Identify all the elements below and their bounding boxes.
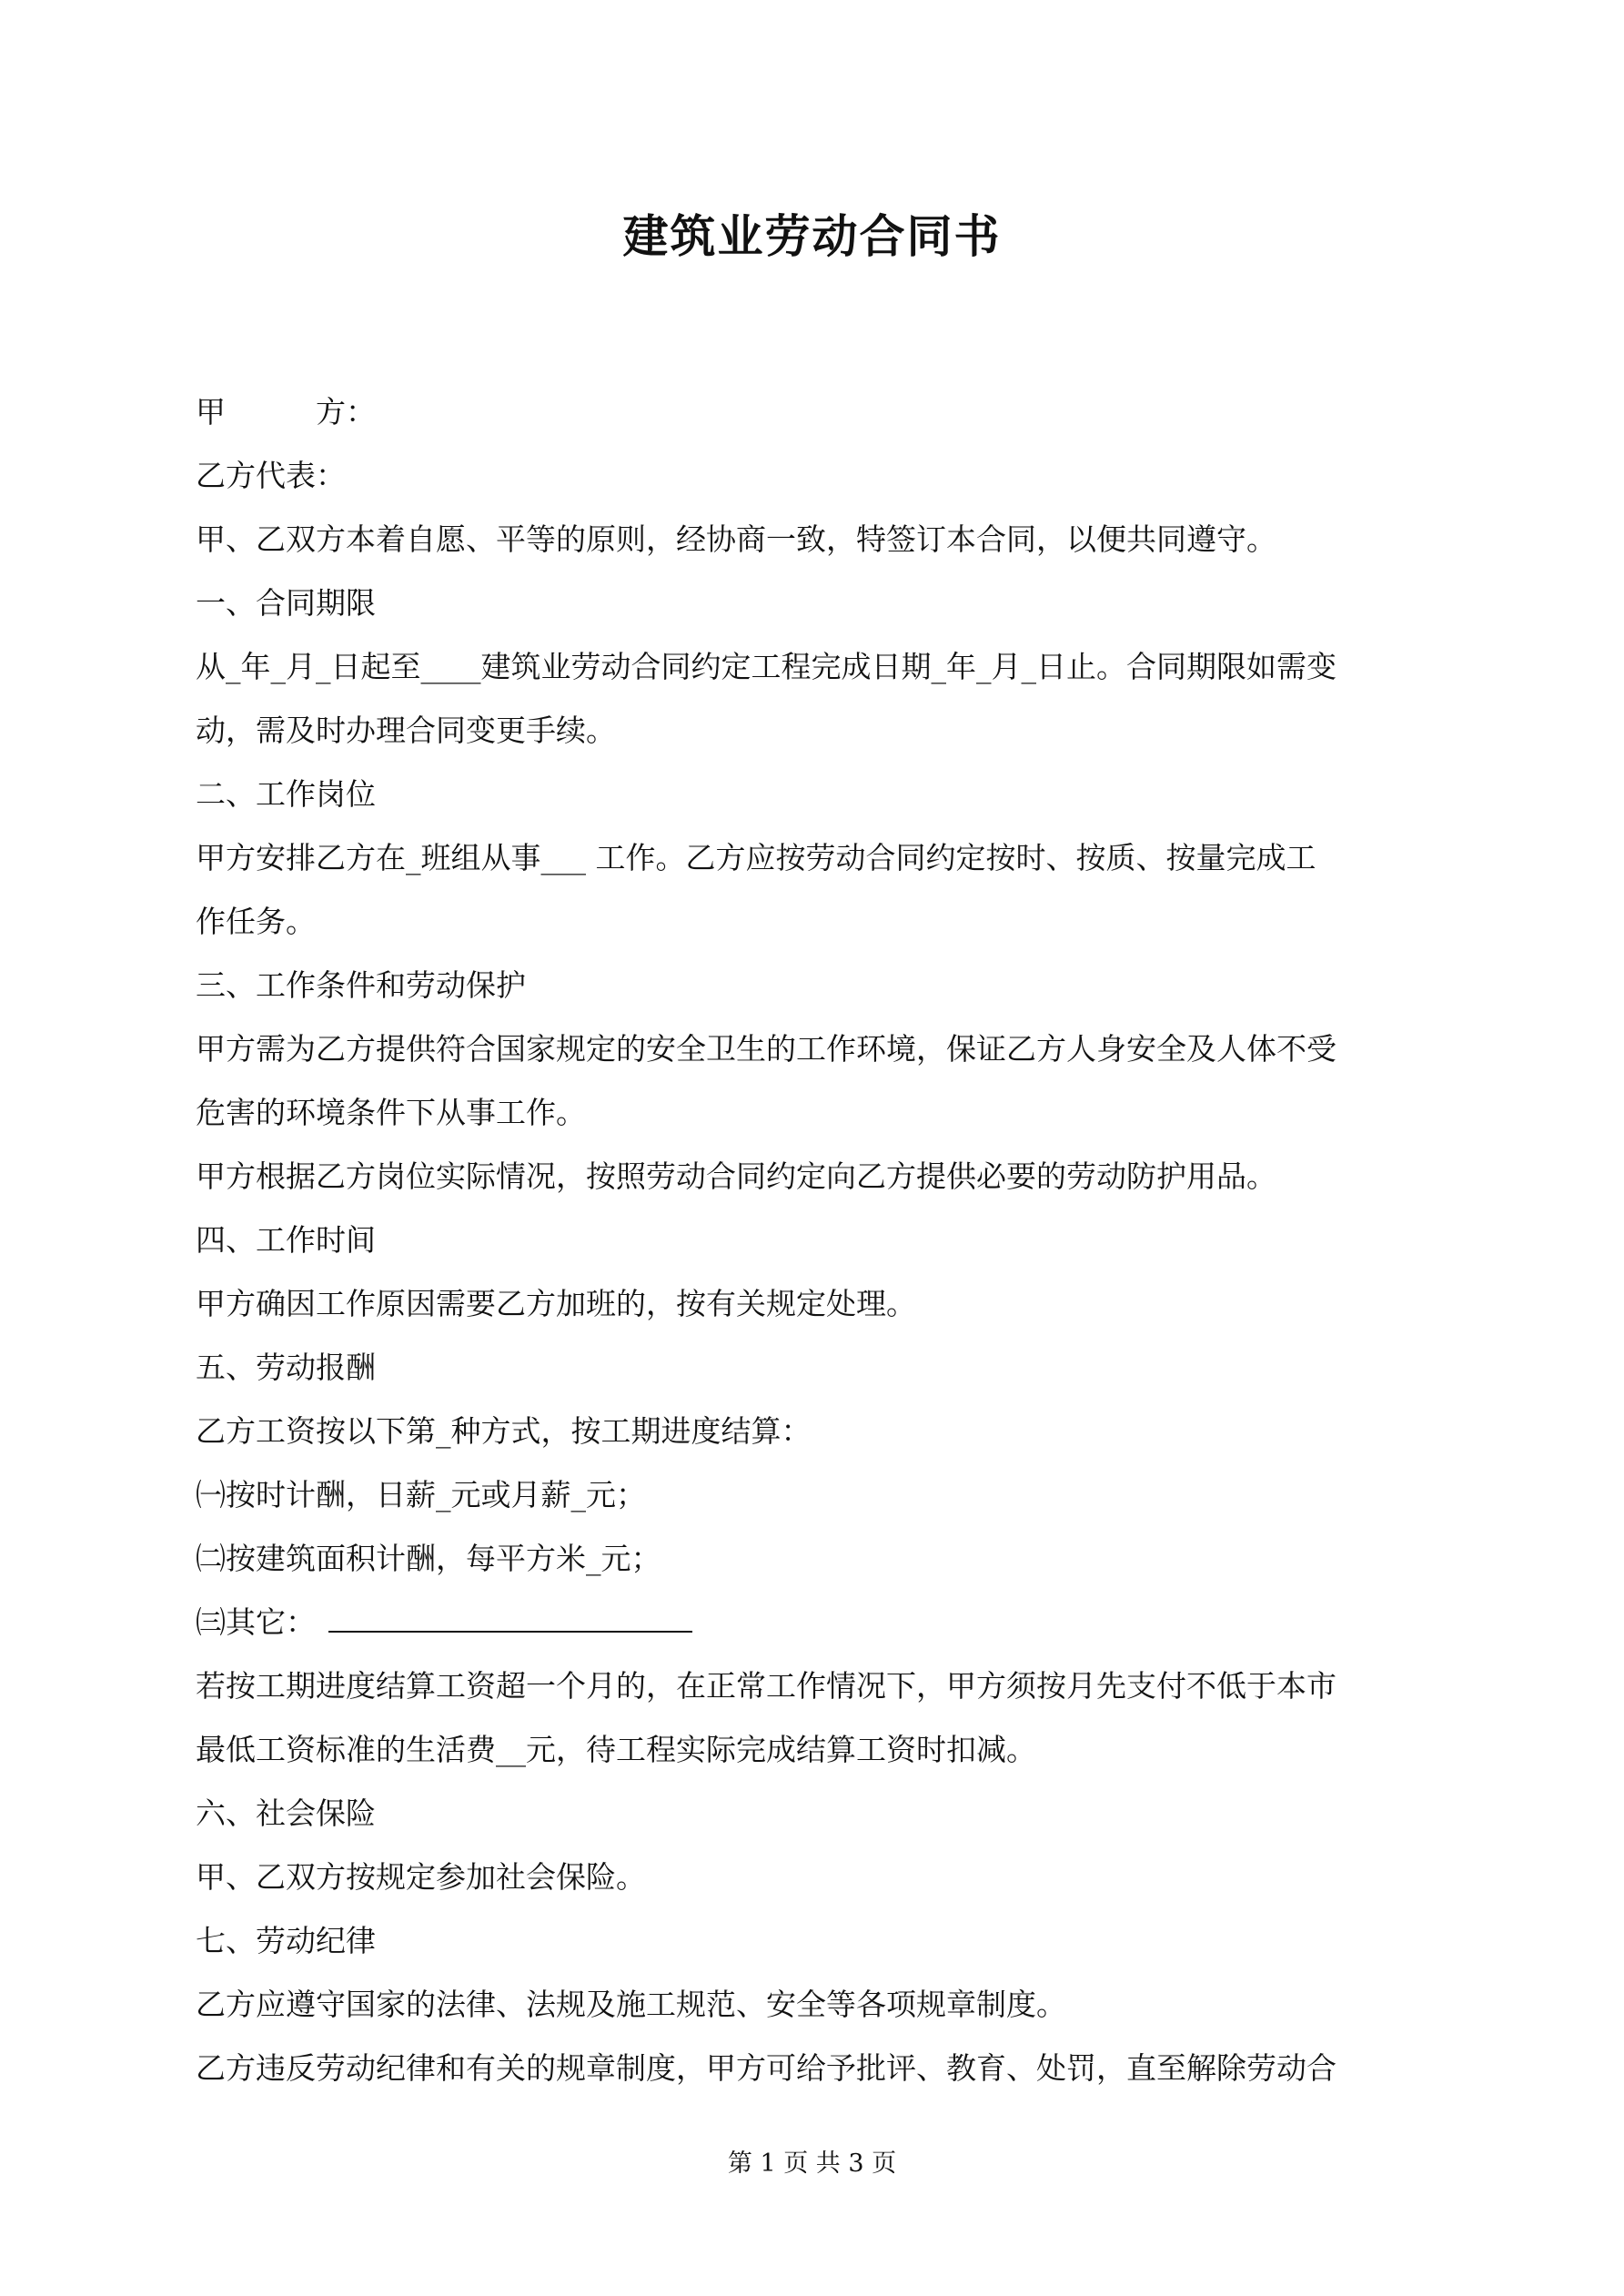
discipline-paragraph-1: 乙方应遵守国家的法律、法规及施工规范、安全等各项规章制度。 <box>196 1987 1066 2022</box>
pay-option-3 <box>196 1591 1433 1654</box>
pay-intro-paragraph: 乙方工资按以下第_种方式，按工期进度结算： <box>196 1413 812 1449</box>
term-paragraph-line-1: 从_年_月_日起至____建筑业劳动合同约定工程完成日期_年_月_日止。合同期限如需变 <box>196 649 1337 684</box>
section-heading-hours: 四、工作时间 <box>196 1222 376 1258</box>
pay-option-3-label: ㈢其它： <box>196 1604 316 1640</box>
insurance-paragraph: 甲、乙双方按规定参加社会保险。 <box>196 1859 646 1895</box>
party-a-line: 甲 方： <box>196 394 376 430</box>
advance-pay-paragraph-line-1: 若按工期进度结算工资超一个月的，在正常工作情况下，甲方须按月先支付不低于本市 <box>196 1668 1337 1704</box>
section-heading-pay: 五、劳动报酬 <box>196 1350 376 1385</box>
section-heading-conditions: 三、工作条件和劳动保护 <box>196 967 526 1003</box>
party-b-representative-line: 乙方代表： <box>196 458 346 493</box>
term-paragraph-line-2: 动，需及时办理合同变更手续。 <box>196 713 616 748</box>
conditions-paragraph-line-2: 危害的环境条件下从事工作。 <box>196 1095 586 1130</box>
document-title: 建筑业劳动合同书 <box>622 209 1002 263</box>
protection-paragraph: 甲方根据乙方岗位实际情况，按照劳动合同约定向乙方提供必要的劳动防护用品。 <box>196 1158 1276 1194</box>
section-heading-insurance: 六、社会保险 <box>196 1795 376 1831</box>
discipline-paragraph-2: 乙方违反劳动纪律和有关的规章制度，甲方可给予批评、教育、处罚，直至解除劳动合 <box>196 2050 1337 2086</box>
hours-paragraph: 甲方确因工作原因需要乙方加班的，按有关规定处理。 <box>196 1286 916 1321</box>
document-body <box>196 380 1433 2100</box>
advance-pay-paragraph-line-2: 最低工资标准的生活费__元，待工程实际完成结算工资时扣减。 <box>196 1732 1036 1767</box>
conditions-paragraph-line-1: 甲方需为乙方提供符合国家规定的安全卫生的工作环境，保证乙方人身安全及人体不受 <box>196 1031 1337 1067</box>
position-paragraph-line-1: 甲方安排乙方在_班组从事___ 工作。乙方应按劳动合同约定按时、按质、按量完成工 <box>196 840 1316 875</box>
pay-option-2: ㈡按建筑面积计酬，每平方米_元； <box>196 1541 661 1576</box>
section-heading-position: 二、工作岗位 <box>196 776 376 812</box>
preamble-paragraph: 甲、乙双方本着自愿、平等的原则，经协商一致，特签订本合同，以便共同遵守。 <box>196 521 1276 557</box>
section-heading-discipline: 七、劳动纪律 <box>196 1923 376 1958</box>
pay-option-1: ㈠按时计酬，日薪_元或月薪_元； <box>196 1477 646 1512</box>
fill-in-blank-line <box>328 1600 692 1633</box>
section-heading-term: 一、合同期限 <box>196 585 376 621</box>
position-paragraph-line-2: 作任务。 <box>196 904 316 939</box>
page-footer: 第 1 页 共 3 页 <box>727 2149 897 2178</box>
